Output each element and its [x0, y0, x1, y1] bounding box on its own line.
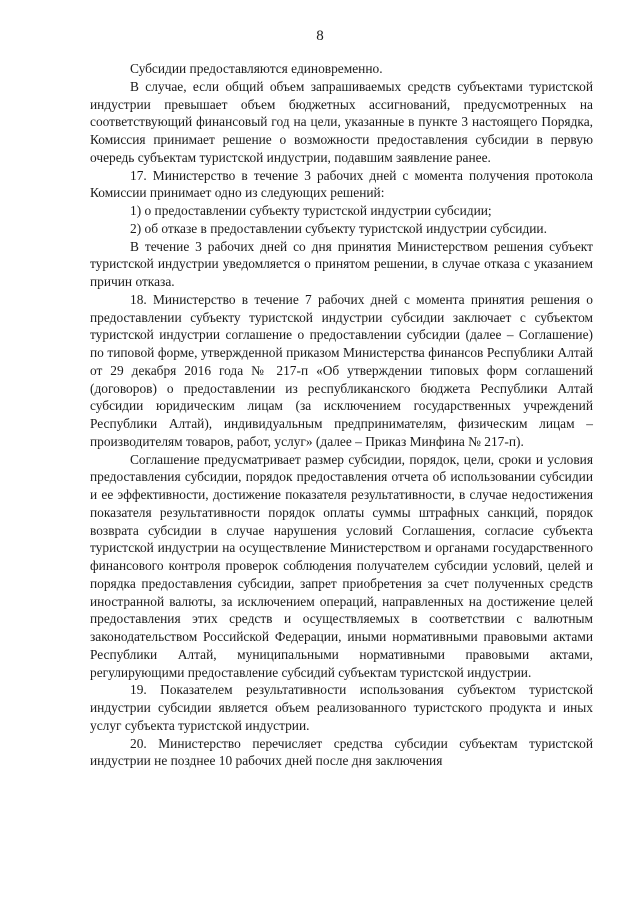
paragraph-agreement-terms: Соглашение предусматривает размер субсидии, порядок, цели, сроки и условия предоставления субсидии, порядок предоставления отчета об использовании субсидии и ее эффективности, достижение показателя результативности, в случае недостижения показателя результативности порядок оплаты суммы штрафных санкций, порядок возврата субсидии в случае нарушения условий Соглашения, согласие субъекта туристской индустрии на осуществление Министерством и органами государственного финансового контроля проверок соблюдения получателем субсидии условий, целей и порядка предоставления субсидии, запрет приобретения за счет полученных средств иностранной валюты, за исключением операций, направленных на достижение целей предоставления этих средств и осуществляемых в соответствии с валютным законодательством Российской Федерации, иными нормативными правовыми актами Республики Алтай, муниципальными нормативными правовыми актами, регулирующими предоставление субсидий субъектам туристской индустрии.	[90, 451, 593, 680]
document-body	[90, 60, 593, 770]
paragraph-decision-refuse: 2) об отказе в предоставлении субъекту туристской индустрии субсидии.	[130, 220, 547, 236]
paragraph-clause-17: 17. Министерство в течение 3 рабочих дней с момента получения протокола Комиссии принимает одно из следующих решений:	[90, 167, 593, 201]
page-number: 8	[316, 28, 324, 44]
paragraph-clause-18: 18. Министерство в течение 7 рабочих дней с момента принятия решения о предоставлении субъекту туристской индустрии субсидии заключает с субъектом туристской индустрии соглашение о предоставлении субсидии (далее – Соглашение) по типовой форме, утвержденной приказом Министерства финансов Республики Алтай от 29 декабря 2016 года № 217-п «Об утверждении типовых форм соглашений (договоров) о предоставлении из республиканского бюджета Республики Алтай субсидии юридическим лицам (за исключением государственных учреждений Республики Алтай), индивидуальным предпринимателям, физическим лицам – производителям товаров, работ, услуг» (далее – Приказ Минфина № 217-п).	[90, 291, 593, 449]
paragraph-clause-19: 19. Показателем результативности использования субъектом туристской индустрии субсидии является объем реализованного туристского продукта и иных услуг субъекта туристской индустрии.	[90, 682, 593, 733]
paragraph-clause-20: 20. Министерство перечисляет средства субсидии субъектам туристской индустрии не позднее 10 рабочих дней после дня заключения	[90, 735, 593, 769]
paragraph-budget-excess: В случае, если общий объем запрашиваемых средств субъектами туристской индустрии превышает объем бюджетных ассигнований, предусмотренных на соответствующий финансовый год на цели, указанные в пункте 3 настоящего Порядка, Комиссия принимает решение о возможности предоставления субсидии в первую очередь субъектам туристской индустрии, подавшим заявление ранее.	[90, 78, 593, 165]
paragraph-decision-grant: 1) о предоставлении субъекту туристской индустрии субсидии;	[130, 203, 492, 218]
paragraph-one-time-subsidy: Субсидии предоставляются единовременно.	[130, 61, 383, 76]
paragraph-notification: В течение 3 рабочих дней со дня принятия Министерством решения субъект туристской индустрии уведомляется о принятом решении, в случае отказа с указанием причин отказа.	[90, 238, 593, 289]
